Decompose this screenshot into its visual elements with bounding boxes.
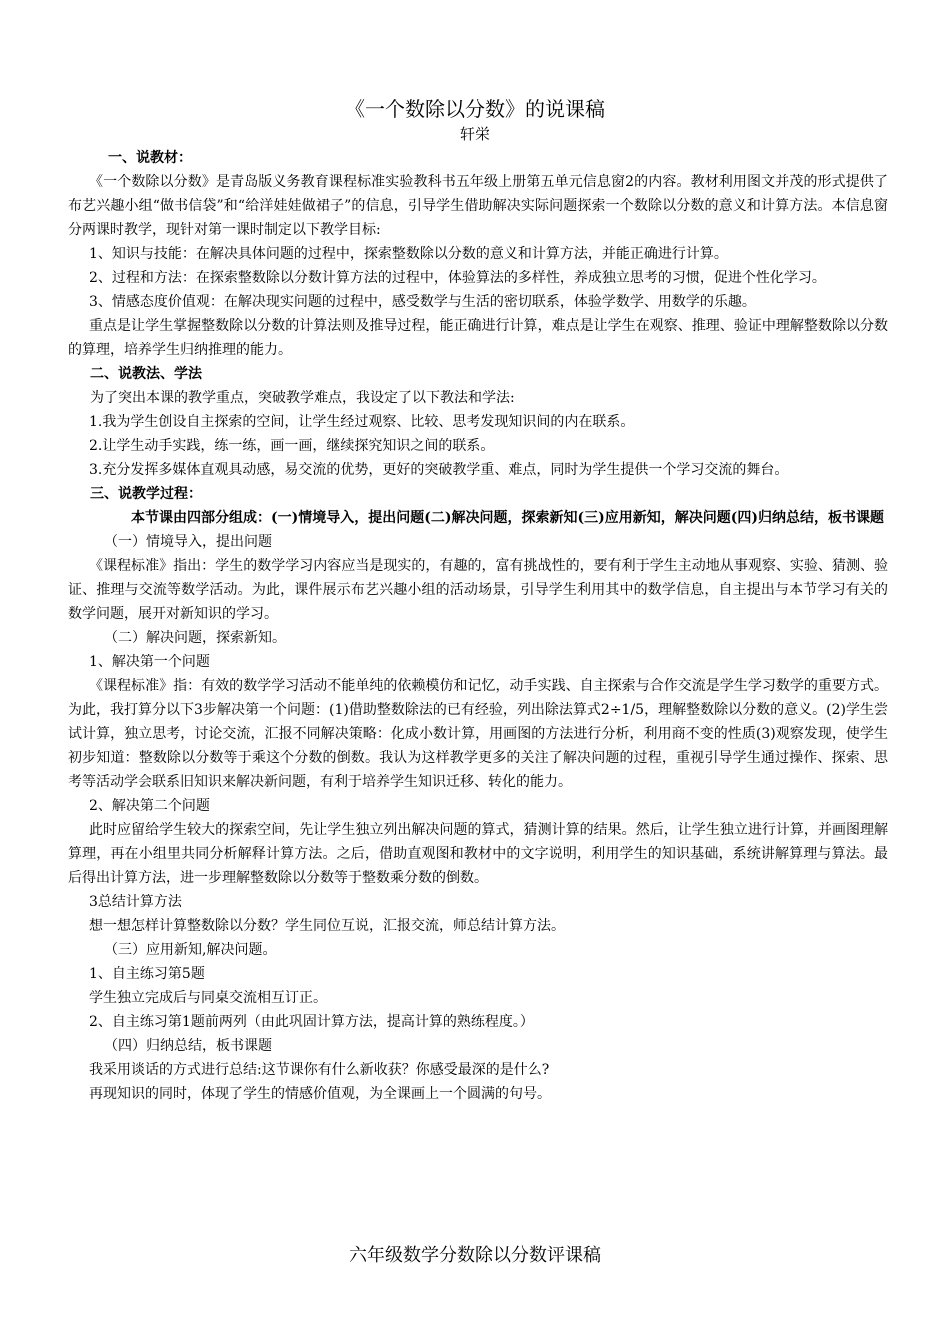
part4-title: （四）归纳总结，板书课题 <box>104 1038 272 1054</box>
question1-text: 《课程标准》指：有效的数学学习活动不能单纯的依赖模仿和记忆，动手实践、自主探索与合作交流是学生学习数学的重要方式。为此，我打算分以下3步解决第一个问题：(1)借助整数除法的已有经验，列出除法算式2÷1/5，理解整数除以分数的意义。(2)学生尝试计算，独立思考，讨论交流，汇报不同解决策略：化成小数计算，用画图的方法进行分析，利用商不变的性质(3)观察发现，使学生初步知道：整数除以分数等于乘这个分数的倒数。我认为这样教学更多的关注了解决问题的过程，重视引导学生通过操作、探索、思考等活动学会联系旧知识来解决新问题，有利于培养学生知识迁移、转化的能力。 <box>68 678 888 790</box>
paragraph-process-overview: 本节课由四部分组成：(一)情境导入，提出问题(二)解决问题，探索新知(三)应用新知，解决问题(四)归纳总结，板书课题 <box>131 510 884 526</box>
method-item-3: 3.充分发挥多媒体直观具动感，易交流的优势，更好的突破教学重、难点，同时为学生提供一个学习交流的舞台。 <box>89 462 789 478</box>
question3-title: 3总结计算方法 <box>89 894 182 910</box>
part2-title: （二）解决问题，探索新知。 <box>104 630 286 646</box>
part3-title: （三）应用新知,解决问题。 <box>104 942 277 958</box>
section-heading-textbook: 一、说教材： <box>108 150 192 166</box>
goal-emotion: 3、情感态度价值观：在解决现实问题的过程中，感受数学与生活的密切联系，体验学数学、用数学的乐趣。 <box>89 294 756 310</box>
summary-text-1: 我采用谈话的方式进行总结:这节课你有什么新收获？你感受最深的是什么? <box>89 1062 550 1078</box>
part1-title: （一）情境导入，提出问题 <box>104 534 272 550</box>
question2-text: 此时应留给学生较大的探索空间，先让学生独立列出解决问题的算式，猜测计算的结果。然后，让学生独立进行计算，并画图理解算理，再在小组里共同分析解释计算方法。之后，借助直观图和教材中的文字说明，利用学生的知识基础，系统讲解算理与算法。最后得出计算方法，进一步理解整数除以分数等于整数乘分数的倒数。 <box>68 822 888 886</box>
section-heading-process: 三、说教学过程： <box>90 486 202 502</box>
paragraph-textbook-intro: 《一个数除以分数》是青岛版义务教育课程标准实验教科书五年级上册第五单元信息窗2的内容。教材利用图文并茂的形式提供了布艺兴趣小组“做书信袋”和“给洋娃娃做裙子”的信息，引导学生借助解决实际问题探索一个数除以分数的意义和计算方法。本信息窗分两课时教学，现针对第一课时制定以下教学目标: <box>68 174 888 238</box>
footer-title: 六年级数学分数除以分数评课稿 <box>349 1245 601 1266</box>
exercise1-text: 学生独立完成后与同桌交流相互订正。 <box>89 990 327 1006</box>
question3-text: 想一想怎样计算整数除以分数？学生同位互说，汇报交流，师总结计算方法。 <box>89 918 565 934</box>
goal-process: 2、过程和方法：在探索整数除以分数计算方法的过程中，体验算法的多样性，养成独立思考的习惯，促进个性化学习。 <box>89 270 826 286</box>
document-author: 轩栄 <box>459 125 490 143</box>
summary-text-2: 再现知识的同时，体现了学生的情感价值观，为全课画上一个圆满的句号。 <box>89 1086 551 1102</box>
section-heading-methods: 二、说教法、学法 <box>90 366 202 382</box>
exercise2-text: 2、自主练习第1题前两列（由此巩固计算方法，提高计算的熟练程度。） <box>89 1014 534 1030</box>
paragraph-key-points: 重点是让学生掌握整数除以分数的计算法则及推导过程，能正确进行计算，难点是让学生在观察、推理、验证中理解整数除以分数的算理，培养学生归纳推理的能力。 <box>68 318 888 358</box>
exercise1-title: 1、自主练习第5题 <box>89 966 205 982</box>
question1-title: 1、解决第一个问题 <box>89 654 210 670</box>
question2-title: 2、解决第二个问题 <box>89 798 210 814</box>
document-body <box>68 146 888 1106</box>
part1-text: 《课程标准》指出：学生的数学学习内容应当是现实的，有趣的，富有挑战性的，要有利于学生主动地从事观察、实验、猜测、验证、推理与交流等数学活动。为此，课件展示布艺兴趣小组的活动场景，引导学生利用其中的数学信息，自主提出与本节学习有关的数学问题，展开对新知识的学习。 <box>68 558 888 622</box>
method-item-2: 2.让学生动手实践，练一练，画一画，继续探究知识之间的联系。 <box>89 438 495 454</box>
document-title: 《一个数除以分数》的说课稿 <box>345 97 605 121</box>
paragraph-methods-intro: 为了突出本课的教学重点，突破教学难点，我设定了以下教法和学法: <box>90 390 515 406</box>
method-item-1: 1.我为学生创设自主探索的空间，让学生经过观察、比较、思考发现知识间的内在联系。 <box>89 414 635 430</box>
goal-knowledge: 1、知识与技能：在解决具体问题的过程中，探索整数除以分数的意义和计算方法，并能正确进行计算。 <box>89 246 728 262</box>
